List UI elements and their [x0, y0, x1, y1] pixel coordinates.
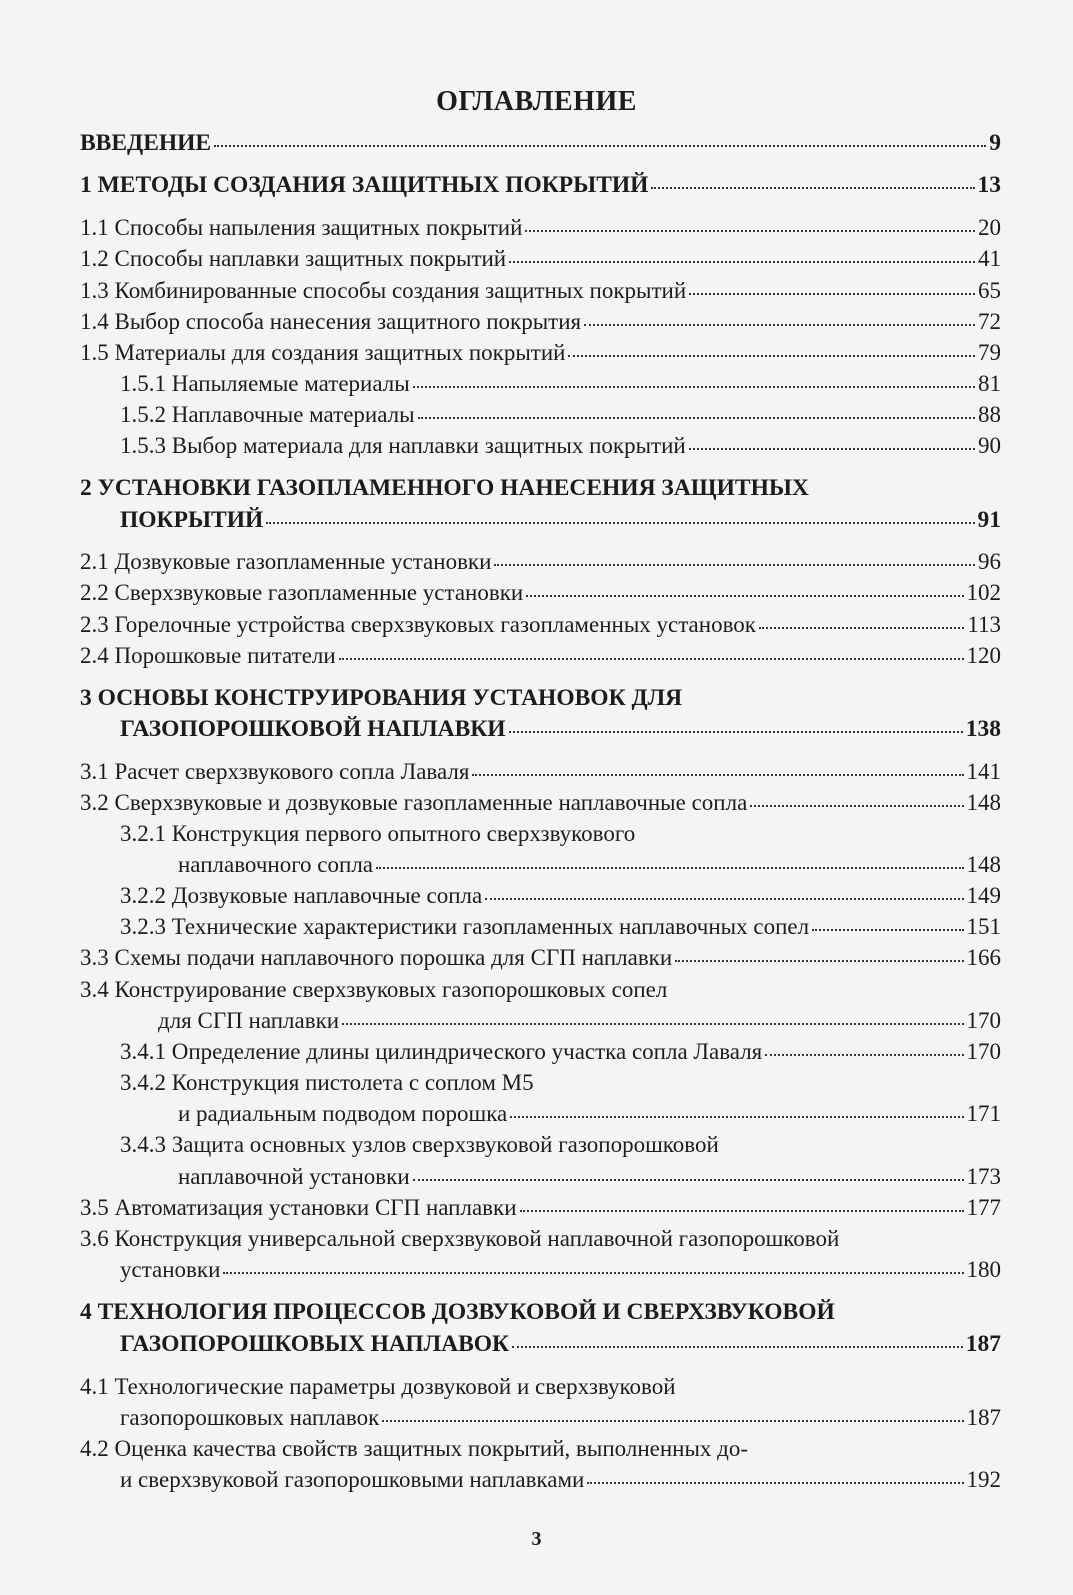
toc-entry-continuation: газопорошковых наплавок 187: [120, 1405, 1001, 1430]
toc-entry-continuation: ГАЗОПОРОШКОВОЙ НАПЛАВКИ 138: [120, 716, 1001, 742]
toc-entry: 3.2 Сверхзвуковые и дозвуковые газопламенные наплавочные сопла 148: [80, 790, 1001, 815]
toc-entry: 1.3 Комбинированные способы создания защитных покрытий 65: [80, 278, 1001, 303]
toc-entry-continuation: установки 180: [120, 1257, 1001, 1282]
toc-entry: 1 МЕТОДЫ СОЗДАНИЯ ЗАЩИТНЫХ ПОКРЫТИЙ 13: [80, 172, 1001, 198]
toc-entry: 3.4.1 Определение длины цилиндрического участка сопла Лаваля 170: [120, 1039, 1001, 1064]
toc-entry: 1.4 Выбор способа нанесения защитного покрытия 72: [80, 309, 1001, 334]
toc-entry: 3.4 Конструирование сверхзвуковых газопорошковых сопел: [80, 977, 668, 1002]
toc-entry: 2.4 Порошковые питатели 120: [80, 643, 1001, 668]
toc-entry: 3.1 Расчет сверхзвукового сопла Лаваля 141: [80, 759, 1001, 784]
toc-entry: 2.2 Сверхзвуковые газопламенные установки 102: [80, 580, 1001, 605]
toc-entry: 1.5.2 Наплавочные материалы 88: [120, 402, 1001, 427]
toc-entry: 2 УСТАНОВКИ ГАЗОПЛАМЕННОГО НАНЕСЕНИЯ ЗАЩИТНЫХ: [80, 475, 809, 501]
toc-entry: 4 ТЕХНОЛОГИЯ ПРОЦЕССОВ ДОЗВУКОВОЙ И СВЕРХЗВУКОВОЙ: [80, 1299, 835, 1325]
toc-entry: 1.5 Материалы для создания защитных покрытий 79: [80, 340, 1001, 365]
toc-entry-continuation: и радиальным подводом порошка 171: [178, 1101, 1001, 1126]
toc-entry-continuation: ПОКРЫТИЙ 91: [120, 507, 1001, 533]
toc-entry-continuation: ГАЗОПОРОШКОВЫХ НАПЛАВОК 187: [120, 1331, 1001, 1357]
toc-entry: 1.2 Способы наплавки защитных покрытий 41: [80, 246, 1001, 271]
toc-entry: 1.5.1 Напыляемые материалы 81: [120, 371, 1001, 396]
toc-entry: 1.5.3 Выбор материала для наплавки защитных покрытий 90: [120, 433, 1001, 458]
toc-entry-continuation: и сверхзвуковой газопорошковыми наплавками 192: [120, 1467, 1001, 1492]
toc-entry: 3.2.2 Дозвуковые наплавочные сопла 149: [120, 883, 1001, 908]
toc-entry: 2.1 Дозвуковые газопламенные установки 96: [80, 549, 1001, 574]
toc-entry: 4.2 Оценка качества свойств защитных покрытий, выполненных до-: [80, 1436, 749, 1461]
toc-entry: 3 ОСНОВЫ КОНСТРУИРОВАНИЯ УСТАНОВОК ДЛЯ: [80, 685, 683, 711]
toc-entry-continuation: наплавочного сопла 148: [178, 852, 1001, 877]
toc-entry: 3.4.2 Конструкция пистолета с соплом М5: [120, 1070, 534, 1095]
toc-entry-continuation: наплавочной установки 173: [178, 1164, 1001, 1189]
page-number: 3: [531, 1528, 542, 1550]
toc-entry: 3.6 Конструкция универсальной сверхзвуковой наплавочной газопорошковой: [80, 1226, 840, 1251]
toc-entry: 3.3 Схемы подачи наплавочного порошка для СГП наплавки 166: [80, 945, 1001, 970]
toc-entry: 2.3 Горелочные устройства сверхзвуковых газопламенных установок 113: [80, 612, 1001, 637]
toc-entry: 3.2.1 Конструкция первого опытного сверхзвукового: [120, 821, 636, 846]
toc-entry: 3.2.3 Технические характеристики газопламенных наплавочных сопел 151: [120, 914, 1001, 939]
toc-entry: 3.5 Автоматизация установки СГП наплавки 177: [80, 1195, 1001, 1220]
toc-entry: 1.1 Способы напыления защитных покрытий 20: [80, 215, 1001, 240]
toc-entry: 3.4.3 Защита основных узлов сверхзвуковой газопорошковой: [120, 1132, 719, 1157]
toc-entry: 4.1 Технологические параметры дозвуковой и сверхзвуковой: [80, 1374, 676, 1399]
toc-entry-continuation: для СГП наплавки 170: [158, 1008, 1001, 1033]
page-title: ОГЛАВЛЕНИЕ: [436, 86, 637, 117]
toc-entry: ВВЕДЕНИЕ 9: [80, 130, 1001, 156]
